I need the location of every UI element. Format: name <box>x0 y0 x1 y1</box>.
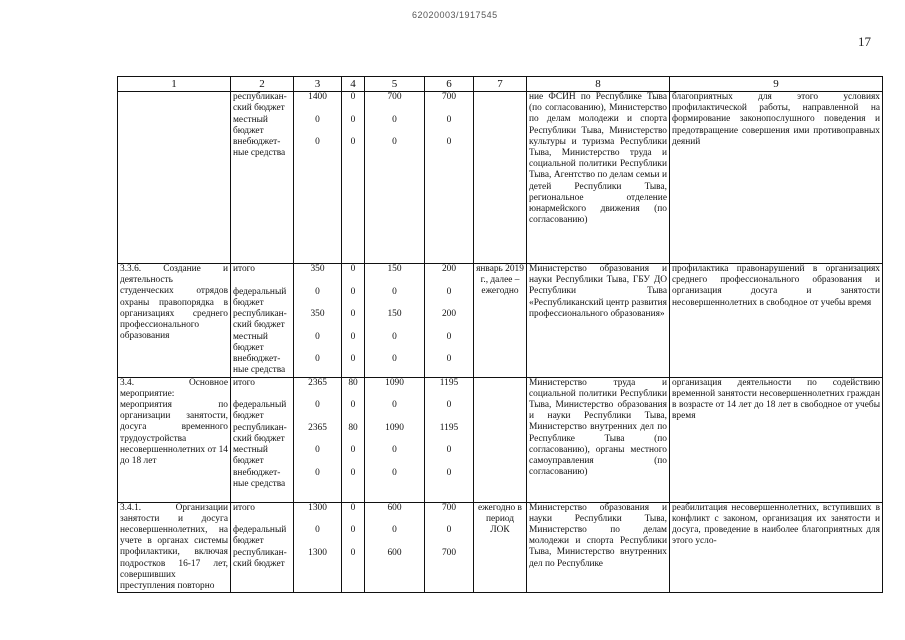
period-cell: январь 2019 г., далее – ежегодно <box>474 264 527 378</box>
header-cell-8: 8 <box>527 77 670 92</box>
amount-value: 1195 <box>439 422 459 433</box>
amount-value: 0 <box>446 445 452 455</box>
budget-source-label: внебюджет-ные средства <box>233 467 286 489</box>
amount-value: 80 <box>348 377 358 388</box>
amount-value: 1090 <box>385 377 404 388</box>
results-cell: профилактика правонарушений в организациях среднего профессионального образования и организация досуга и занятости несовершеннолетних в свободное от учебы время <box>670 264 883 378</box>
amount-value: 0 <box>392 114 397 125</box>
amount-cell-c5 <box>365 377 425 502</box>
amount-value: 0 <box>392 354 397 364</box>
amount-cell-c4 <box>342 377 365 502</box>
budget-source-label: республикан-ский бюджет <box>233 422 287 444</box>
results-cell: благоприятных для этого условиях профилактической работы, направленной на формирование законопослушного поведения и предотвращение совершения ими противоправных деяний <box>670 92 883 264</box>
amount-value: 0 <box>392 467 397 478</box>
amount-value: 0 <box>446 137 452 147</box>
amount-value: 0 <box>315 331 320 342</box>
amount-value: 0 <box>350 467 356 478</box>
header-cell-6: 6 <box>425 77 474 92</box>
amount-value: 0 <box>446 354 452 364</box>
activity-cell: 3.4. Основное мероприятие: мероприятия по организации занятости, досуга временного трудоустройства несовершеннолетних от 14 до 18 лет <box>118 377 231 502</box>
amount-value: 0 <box>350 114 356 125</box>
amount-value: 700 <box>441 502 457 513</box>
executors-cell: ние ФСИН по Республике Тыва (по согласованию), Министерство по делам молодежи и спорта Республики Тыва, Министерство культуры и туризма Республики Тыва, Министерство труда и социальной политики Республики Тыва, Агентство по делам семьи и детей Республики Тыва, региональное отделение юнармейского движения (по согласованию) <box>527 92 670 264</box>
amount-value: 0 <box>350 137 356 147</box>
amount-value: 0 <box>315 286 320 297</box>
amount-value: 80 <box>348 422 358 433</box>
amount-value: 0 <box>315 137 320 147</box>
amount-value: 350 <box>310 264 325 274</box>
amount-value: 700 <box>441 547 457 558</box>
amount-value: 0 <box>350 547 356 558</box>
amount-value: 0 <box>315 525 320 535</box>
amount-value: 0 <box>446 331 452 342</box>
header-cell-3: 3 <box>294 77 342 92</box>
page-number: 17 <box>858 34 871 49</box>
budget-source-label: местный бюджет <box>233 114 268 136</box>
table-row <box>118 264 883 378</box>
amount-cell-c6 <box>425 92 474 264</box>
amount-value: 0 <box>350 400 356 410</box>
amount-value: 150 <box>387 309 402 319</box>
budget-source-label: республикан-ский бюджет <box>233 92 287 113</box>
activity-cell: 3.4.1. Организации занятости и досуга несовершеннолетних, на учете в органах системы профилактики, включая подростков 16-17 лет, совершивших преступления повторно <box>118 502 231 593</box>
amount-cell-c6 <box>425 502 474 593</box>
header-cell-5: 5 <box>365 77 425 92</box>
header-cell-1: 1 <box>118 77 231 92</box>
activity-cell: 3.3.6. Создание и деятельность студенческих отрядов охраны правопорядка в организациях среднего профессионального образования <box>118 264 231 378</box>
amount-value: 0 <box>392 286 397 297</box>
period-cell <box>474 377 527 502</box>
amount-value: 0 <box>350 309 356 319</box>
budget-source-label: внебюджет-ные средства <box>233 137 286 158</box>
budget-source-label: местный бюджет <box>233 445 268 466</box>
amount-value: 0 <box>315 467 320 478</box>
amount-value: 350 <box>310 309 325 319</box>
header-row <box>118 77 883 92</box>
header-cell-9: 9 <box>670 77 883 92</box>
budget-source-cell <box>231 264 294 378</box>
budget-source-label: местный бюджет <box>233 331 268 353</box>
amount-value: 600 <box>387 547 402 558</box>
amount-value: 0 <box>350 286 356 297</box>
amount-cell-c3 <box>294 502 342 593</box>
amount-value: 700 <box>441 92 457 102</box>
amount-value: 0 <box>350 331 356 342</box>
amount-value: 0 <box>315 400 320 410</box>
budget-source-cell <box>231 502 294 593</box>
amount-value: 150 <box>387 264 402 274</box>
header-cell-7: 7 <box>474 77 527 92</box>
period-cell: ежегодно в период ЛОК <box>474 502 527 593</box>
table-row <box>118 92 883 264</box>
amount-value: 2365 <box>308 377 327 388</box>
amount-value: 0 <box>350 502 356 513</box>
amount-cell-c3 <box>294 377 342 502</box>
amount-value: 1195 <box>439 377 459 388</box>
budget-source-label: внебюджет-ные средства <box>233 354 286 375</box>
amount-value: 0 <box>350 354 356 364</box>
amount-value: 200 <box>441 309 457 319</box>
amount-value: 0 <box>392 137 397 147</box>
amount-cell-c6 <box>425 264 474 378</box>
amount-cell-c6 <box>425 377 474 502</box>
amount-value: 0 <box>350 525 356 535</box>
header-cell-2: 2 <box>231 77 294 92</box>
budget-source-label: итого <box>233 502 255 513</box>
table-row <box>118 502 883 593</box>
amount-value: 0 <box>446 400 452 410</box>
budget-source-label: республикан-ский бюджет <box>233 547 287 569</box>
document-code: 62020003/1917545 <box>412 10 498 20</box>
header-cell-4: 4 <box>342 77 365 92</box>
amount-value: 0 <box>315 354 320 364</box>
amount-value: 1300 <box>308 547 327 558</box>
executors-cell: Министерство труда и социальной политики Республики Тыва, Министерство образования и науки Республики Тыва, Министерство внутренних дел по Республике Тыва (по согласованию), органы местного самоуправления (по согласованию) <box>527 377 670 502</box>
amount-value: 1090 <box>385 422 404 433</box>
amount-value: 0 <box>392 400 397 410</box>
amount-value: 700 <box>387 92 402 102</box>
executors-cell: Министерство образования и науки Республики Тыва, Министерство по делам молодежи и спорта Республики Тыва, Министерство внутренних дел по Республике <box>527 502 670 593</box>
activity-cell <box>118 92 231 264</box>
amount-value: 1400 <box>308 92 327 102</box>
amount-value: 0 <box>392 525 397 535</box>
amount-value: 600 <box>387 502 402 513</box>
amount-value: 0 <box>350 264 356 274</box>
amount-cell-c4 <box>342 264 365 378</box>
budget-source-label: федеральный бюджет <box>233 525 287 546</box>
amount-value: 0 <box>350 445 356 455</box>
results-cell: реабилитация несовершеннолетних, вступивших в конфликт с законом, организация их занятости и досуга, проведение в наиболее благоприятных для этого усло- <box>670 502 883 593</box>
executors-cell: Министерство образования и науки Республики Тыва, ГБУ ДО Республики Тыва «Республиканский центр развития профессионального образования» <box>527 264 670 378</box>
amount-value: 0 <box>446 525 452 535</box>
amount-value: 200 <box>441 264 457 274</box>
amount-cell-c4 <box>342 92 365 264</box>
program-table <box>117 76 883 593</box>
budget-source-label: республикан-ский бюджет <box>233 309 287 330</box>
budget-source-cell <box>231 377 294 502</box>
amount-value: 0 <box>315 114 320 125</box>
amount-cell-c5 <box>365 92 425 264</box>
amount-value: 0 <box>446 286 452 297</box>
budget-source-label: федеральный бюджет <box>233 400 287 421</box>
amount-value: 0 <box>350 92 356 102</box>
amount-value: 2365 <box>308 422 327 433</box>
amount-cell-c3 <box>294 264 342 378</box>
amount-value: 0 <box>315 445 320 455</box>
budget-source-label: итого <box>233 264 255 274</box>
amount-cell-c5 <box>365 264 425 378</box>
budget-source-label: федеральный бюджет <box>233 286 287 308</box>
amount-value: 0 <box>392 445 397 455</box>
amount-value: 0 <box>446 114 452 125</box>
period-cell <box>474 92 527 264</box>
budget-source-cell <box>231 92 294 264</box>
amount-cell-c3 <box>294 92 342 264</box>
amount-value: 0 <box>446 467 452 478</box>
amount-value: 1300 <box>308 502 327 513</box>
amount-cell-c4 <box>342 502 365 593</box>
results-cell: организация деятельности по содействию временной занятости несовершеннолетних граждан в возрасте от 14 лет до 18 лет в свободное от учебы время <box>670 377 883 502</box>
budget-source-label: итого <box>233 377 255 388</box>
amount-cell-c5 <box>365 502 425 593</box>
table-row <box>118 377 883 502</box>
amount-value: 0 <box>392 331 397 342</box>
